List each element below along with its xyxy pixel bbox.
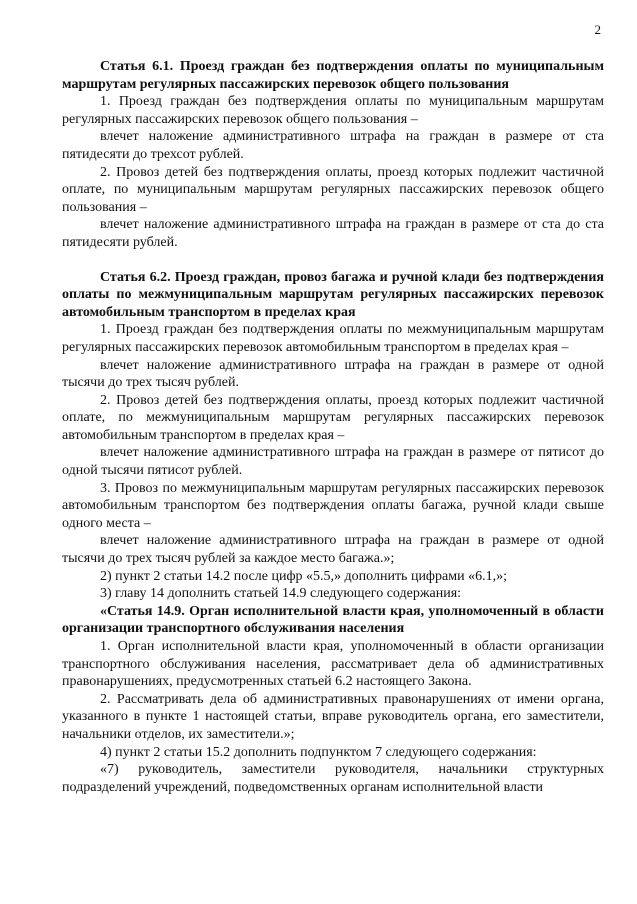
article-6-1-paragraph: 1. Проезд граждан без подтверждения оплаты по муниципальным маршрутам регулярных пассажирских перевозок общего пользования – <box>62 94 604 127</box>
article-14-9-paragraph: 1. Орган исполнительной власти края, уполномоченный в области организации транспортного обслуживания населения, рассматривает дела об административных правонарушениях, предусмотренных статьей 6.2 настоящего Закона. <box>62 639 604 690</box>
article-6-2-paragraph: 2. Провоз детей без подтверждения оплаты, проезд которых подлежит частичной оплате, по межмуниципальным маршрутам регулярных пассажирских перевозок автомобильным транспортом в пределах края – <box>62 392 604 443</box>
article-6-2-paragraph: 1. Проезд граждан без подтверждения оплаты по межмуниципальным маршрутам регулярных пассажирских перевозок автомобильным транспортом в пределах края – <box>62 322 604 355</box>
amendment-item-3: 3) главу 14 дополнить статьей 14.9 следующего содержания: <box>100 586 462 602</box>
article-6-1-title: Статья 6.1. Проезд граждан без подтверждения оплаты по муниципальным маршрутам регулярных пассажирских перевозок общего пользования <box>62 59 604 92</box>
article-6-2-title: Статья 6.2. Проезд граждан, провоз багажа и ручной клади без подтверждения оплаты по межмуниципальным маршрутам регулярных пассажирских перевозок автомобильным транспортом в пределах края <box>62 269 604 320</box>
article-6-2-paragraph: влечет наложение административного штрафа на граждан в размере от одной тысячи до трех тысяч рублей за каждое место багажа.»; <box>62 533 604 567</box>
article-6-1-paragraph: влечет наложение административного штрафа на граждан в размере от ста до ста пятидесяти рублей. <box>62 217 604 250</box>
section-spacer <box>62 252 604 269</box>
amendment-item-4: 4) пункт 2 статьи 15.2 дополнить подпунктом 7 следующего содержания: <box>100 744 537 760</box>
subparagraph-7: «7) руководитель, заместители руководителя, начальники структурных подразделений учреждений, подведомственных органам исполнительной власти <box>62 762 604 795</box>
article-6-2-paragraph: 3. Провоз по межмуниципальным маршрутам регулярных пассажирских перевозок автомобильным транспортом без подтверждения оплаты багажа, ручной клади свыше одного места – <box>62 480 604 531</box>
article-6-1-paragraph: влечет наложение административного штрафа на граждан в размере от ста пятидесяти до трехсот рублей. <box>62 129 604 162</box>
article-14-9-paragraph: 2. Рассматривать дела об административных правонарушениях от имени органа, указанного в пункте 1 настоящей статьи, вправе руководитель органа, его заместители, начальники отделов, их заместители.»; <box>62 691 604 742</box>
article-6-2-paragraph: влечет наложение административного штрафа на граждан в размере от одной тысячи до трех тысяч рублей. <box>62 357 604 391</box>
page-number: 2 <box>594 22 601 37</box>
amendment-item-2: 2) пункт 2 статьи 14.2 после цифр «5.5,» дополнить цифрами «6.1,»; <box>100 568 507 584</box>
article-14-9-title: «Статья 14.9. Орган исполнительной власти края, уполномоченный в области организации транспортного обслуживания населения <box>62 603 604 637</box>
article-6-2-paragraph: влечет наложение административного штрафа на граждан в размере от пятисот до одной тысячи пятисот рублей. <box>62 445 604 479</box>
article-6-1-paragraph: 2. Провоз детей без подтверждения оплаты, проезд которых подлежит частичной оплате, по муниципальным маршрутам регулярных пассажирских перевозок общего пользования – <box>62 164 604 215</box>
document-body <box>62 58 604 796</box>
